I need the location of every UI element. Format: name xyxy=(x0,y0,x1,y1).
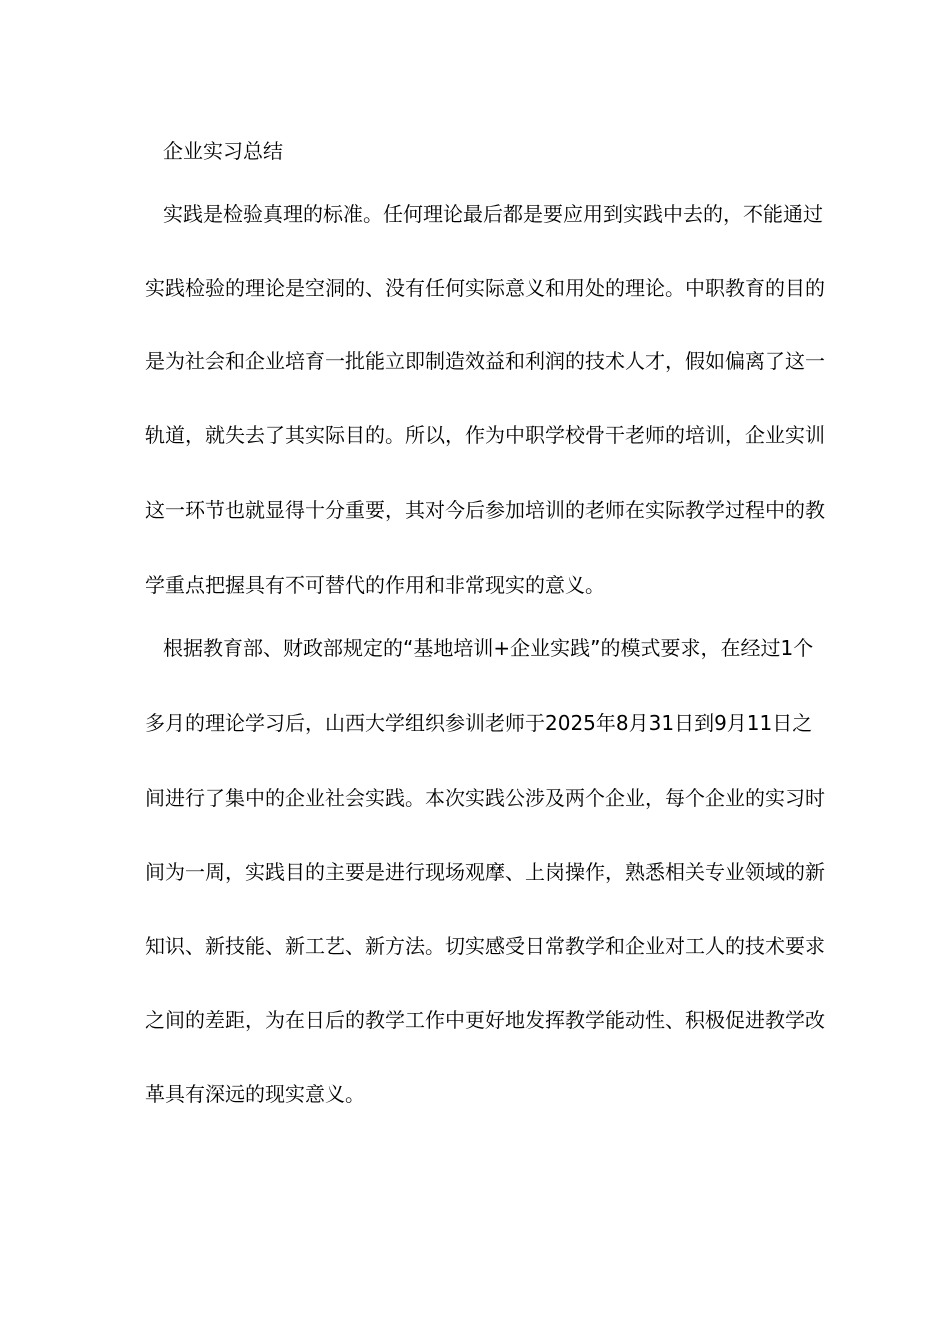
paragraph-line: 实践是检验真理的标准。任何理论最后都是要应用到实践中去的，不能通过 xyxy=(163,202,823,226)
document-title: 企业实习总结 xyxy=(163,139,283,163)
paragraph-line: 学重点把握具有不可替代的作用和非常现实的意义。 xyxy=(145,573,605,597)
paragraph-line: 这一环节也就显得十分重要，其对今后参加培训的老师在实际教学过程中的教 xyxy=(145,498,825,522)
paragraph-line: 实践检验的理论是空洞的、没有任何实际意义和用处的理论。中职教育的目的 xyxy=(145,276,825,300)
paragraph-line: 多月的理论学习后，山西大学组织参训老师于2025年8月31日到9月11日之 xyxy=(145,711,813,735)
paragraph-line: 轨道，就失去了其实际目的。所以，作为中职学校骨干老师的培训，企业实训 xyxy=(145,423,825,447)
paragraph-line: 间进行了集中的企业社会实践。本次实践公涉及两个企业，每个企业的实习时 xyxy=(145,786,825,810)
paragraph-line: 之间的差距，为在日后的教学工作中更好地发挥教学能动性、积极促进教学改 xyxy=(145,1008,825,1032)
paragraph-line: 间为一周，实践目的主要是进行现场观摩、上岗操作，熟悉相关专业领域的新 xyxy=(145,860,825,884)
paragraph-line: 根据教育部、财政部规定的“基地培训+企业实践”的模式要求，在经过1个 xyxy=(163,636,814,660)
paragraph-line: 革具有深远的现实意义。 xyxy=(145,1082,365,1106)
paragraph-line: 是为社会和企业培育一批能立即制造效益和利润的技术人才，假如偏离了这一 xyxy=(145,349,825,373)
paragraph-line: 知识、新技能、新工艺、新方法。切实感受日常教学和企业对工人的技术要求 xyxy=(145,934,825,958)
